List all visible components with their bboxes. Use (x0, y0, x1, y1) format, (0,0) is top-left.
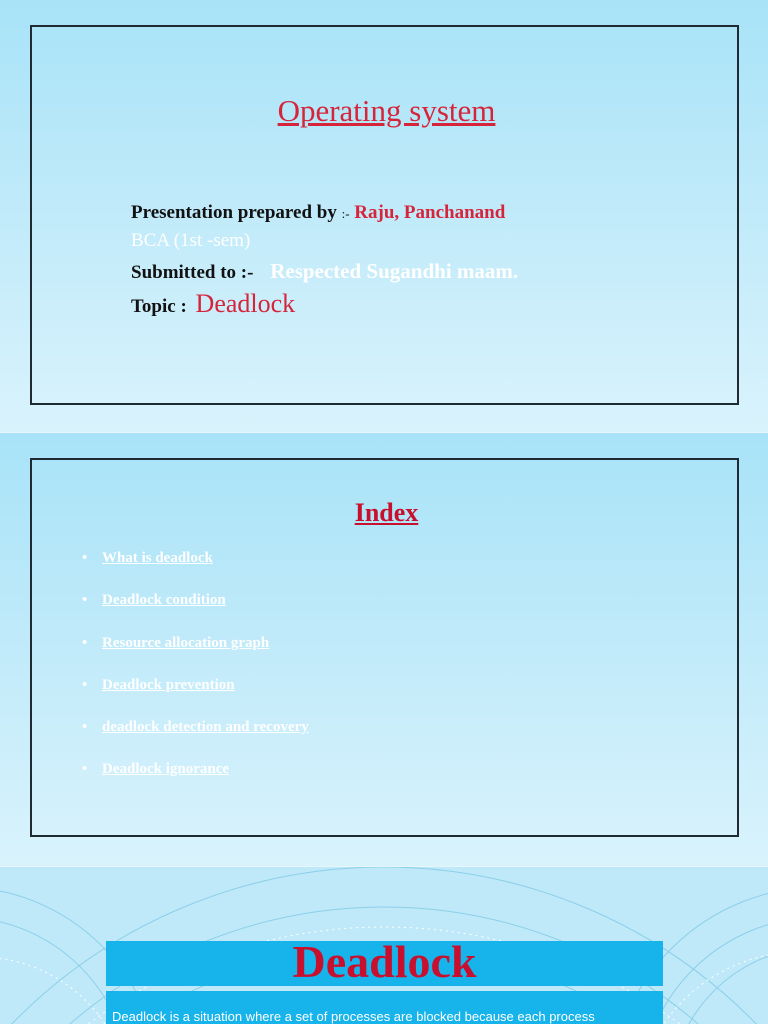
course-line (131, 230, 250, 252)
index-item[interactable]: • deadlock detection and recovery (82, 719, 309, 735)
author-names: Raju, Panchanand (354, 202, 506, 223)
index-item-link[interactable]: Deadlock condition (102, 592, 226, 608)
index-item[interactable]: • Deadlock ignorance (82, 761, 230, 777)
index-item-link[interactable]: Deadlock prevention (102, 677, 235, 693)
submitted-to-line (131, 259, 518, 284)
submitted-to-value: Respected Sugandhi maam. (270, 259, 519, 283)
index-item-link[interactable]: Resource allocation graph (102, 635, 270, 651)
prepared-by-separator: :- (341, 206, 350, 221)
prepared-by-label: Presentation prepared by (131, 202, 337, 223)
prepared-by-line (131, 202, 505, 224)
deadlock-title: Deadlock (292, 936, 477, 987)
topic-label: Topic : (131, 296, 187, 317)
topic-line (131, 289, 295, 319)
slide-frame (30, 25, 739, 405)
index-item[interactable]: • Resource allocation graph (82, 635, 270, 651)
index-item-link[interactable]: Deadlock ignorance (102, 761, 230, 777)
index-item-link[interactable]: What is deadlock (102, 550, 213, 566)
index-item[interactable]: • Deadlock condition (82, 592, 226, 608)
course-name: BCA (1st -sem) (131, 230, 251, 251)
slide-deadlock (0, 867, 768, 1024)
submitted-to-label: Submitted to :- (131, 262, 254, 283)
index-item[interactable]: • What is deadlock (82, 550, 213, 566)
index-item-link[interactable]: deadlock detection and recovery (102, 719, 309, 735)
topic-value: Deadlock (195, 289, 296, 318)
slide-frame (30, 458, 739, 837)
index-item[interactable]: • Deadlock prevention (82, 677, 235, 693)
deadlock-title-banner (106, 936, 663, 987)
index-title: Index (354, 498, 419, 527)
slide-index (0, 433, 768, 866)
presentation-title: Operating system (277, 93, 496, 128)
deadlock-description: Deadlock is a situation where a set of processes are blocked because each process (106, 991, 663, 1024)
slide-title (0, 0, 768, 432)
